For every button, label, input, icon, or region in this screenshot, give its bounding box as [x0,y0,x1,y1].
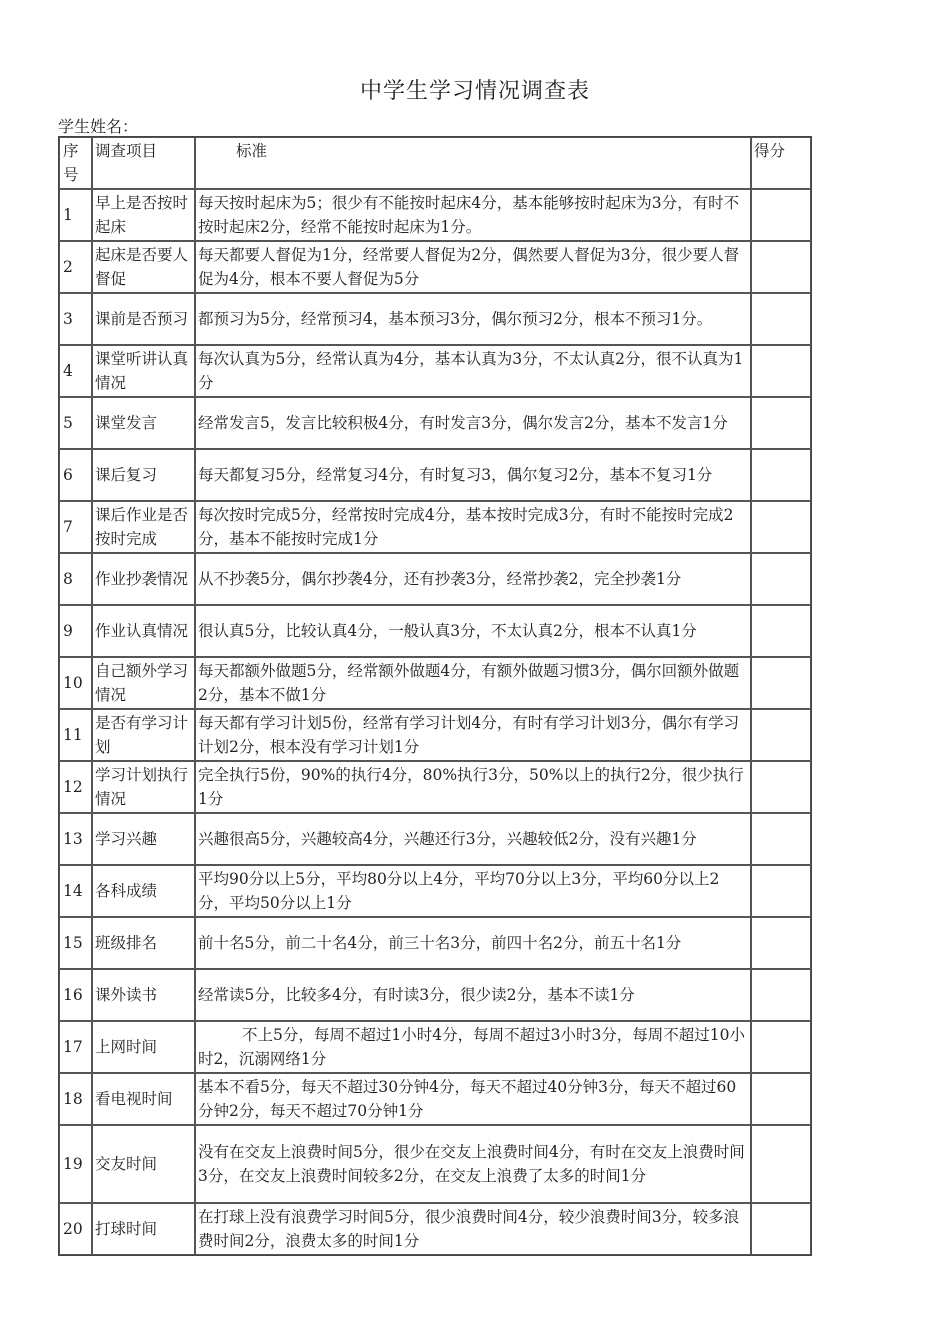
row-score[interactable] [751,449,811,501]
row-standard: 都预习为5分，经常预习4，基本预习3分，偶尔预习2分，根本不预习1分。 [195,293,751,345]
row-num: 17 [59,1021,92,1073]
row-standard: 从不抄袭5分，偶尔抄袭4分，还有抄袭3分，经常抄袭2，完全抄袭1分 [195,553,751,605]
row-num: 10 [59,657,92,709]
table-row [59,345,811,397]
row-item: 看电视时间 [92,1073,195,1125]
row-item: 课后作业是否按时完成 [92,501,195,553]
table-row [59,709,811,761]
row-score[interactable] [751,1203,811,1255]
row-item: 早上是否按时起床 [92,189,195,241]
row-item: 学习计划执行情况 [92,761,195,813]
row-standard: 经常读5分，比较多4分，有时读3分，很少读2分，基本不读1分 [195,969,751,1021]
header-item: 调查项目 [92,137,195,189]
row-item: 起床是否要人督促 [92,241,195,293]
row-num: 16 [59,969,92,1021]
row-item: 是否有学习计划 [92,709,195,761]
row-score[interactable] [751,605,811,657]
table-row [59,553,811,605]
table-row [59,605,811,657]
row-item: 课堂听讲认真情况 [92,345,195,397]
row-standard: 每次按时完成5分，经常按时完成4分，基本按时完成3分，有时不能按时完成2分，基本不能按时完成1分 [195,501,751,553]
row-standard: 平均90分以上5分，平均80分以上4分，平均70分以上3分，平均60分以上2分，平均50分以上1分 [195,865,751,917]
header-score: 得分 [751,137,811,189]
row-item: 上网时间 [92,1021,195,1073]
row-num: 4 [59,345,92,397]
row-num: 20 [59,1203,92,1255]
table-row [59,1021,811,1073]
row-score[interactable] [751,1125,811,1203]
row-score[interactable] [751,293,811,345]
row-num: 6 [59,449,92,501]
table-row [59,969,811,1021]
row-num: 18 [59,1073,92,1125]
row-num: 9 [59,605,92,657]
row-score[interactable] [751,761,811,813]
row-num: 11 [59,709,92,761]
row-standard: 很认真5分，比较认真4分，一般认真3分，不太认真2分，根本不认真1分 [195,605,751,657]
table-row [59,189,811,241]
row-num: 13 [59,813,92,865]
row-score[interactable] [751,1073,811,1125]
row-score[interactable] [751,813,811,865]
table-row [59,1203,811,1255]
row-standard: 每天都额外做题5分，经常额外做题4分，有额外做题习惯3分，偶尔回额外做题2分，基本不做1分 [195,657,751,709]
row-item: 课前是否预习 [92,293,195,345]
table-row [59,1125,811,1203]
row-standard: 在打球上没有浪费学习时间5分，很少浪费时间4分，较少浪费时间3分，较多浪费时间2分，浪费太多的时间1分 [195,1203,751,1255]
row-score[interactable] [751,865,811,917]
row-standard: 基本不看5分，每天不超过30分钟4分，每天不超过40分钟3分，每天不超过60分钟2分，每天不超过70分钟1分 [195,1073,751,1125]
row-item: 作业抄袭情况 [92,553,195,605]
table-row [59,761,811,813]
row-item: 交友时间 [92,1125,195,1203]
row-item: 课后复习 [92,449,195,501]
student-name-label: 学生姓名： [58,117,139,136]
row-item: 课外读书 [92,969,195,1021]
row-standard: 经常发言5，发言比较积极4分，有时发言3分，偶尔发言2分，基本不发言1分 [195,397,751,449]
page-title: 中学生学习情况调查表 [359,79,590,104]
row-num: 1 [59,189,92,241]
header-standard [195,137,751,189]
table-row [59,241,811,293]
row-num: 12 [59,761,92,813]
table-row [59,397,811,449]
row-score[interactable] [751,241,811,293]
row-item: 学习兴趣 [92,813,195,865]
row-score[interactable] [751,189,811,241]
table-row [59,813,811,865]
table-row [59,865,811,917]
table-row [59,1073,811,1125]
row-score[interactable] [751,553,811,605]
row-standard: 前十名5分，前二十名4分，前三十名3分，前四十名2分，前五十名1分 [195,917,751,969]
row-item: 班级排名 [92,917,195,969]
row-standard: 每天都有学习计划5份，经常有学习计划4分，有时有学习计划3分，偶尔有学习计划2分，根本没有学习计划1分 [195,709,751,761]
table-row [59,657,811,709]
row-item: 各科成绩 [92,865,195,917]
row-standard: 每天都复习5分，经常复习4分，有时复习3，偶尔复习2分，基本不复习1分 [195,449,751,501]
table-row [59,501,811,553]
header-num: 序号 [59,137,92,189]
row-num: 7 [59,501,92,553]
row-item: 自己额外学习情况 [92,657,195,709]
row-num: 8 [59,553,92,605]
row-score[interactable] [751,657,811,709]
row-score[interactable] [751,501,811,553]
row-num: 19 [59,1125,92,1203]
row-num: 5 [59,397,92,449]
row-num: 3 [59,293,92,345]
row-score[interactable] [751,1021,811,1073]
row-standard: 每次认真为5分，经常认真为4分，基本认真为3分，不太认真2分，很不认真为1分 [195,345,751,397]
row-standard: 完全执行5份，90%的执行4分，80%执行3分，50%以上的执行2分，很少执行1分 [195,761,751,813]
row-score[interactable] [751,345,811,397]
row-num: 15 [59,917,92,969]
row-num: 2 [59,241,92,293]
survey-table [58,136,812,1256]
row-item: 作业认真情况 [92,605,195,657]
table-row [59,917,811,969]
row-score[interactable] [751,709,811,761]
row-item: 打球时间 [92,1203,195,1255]
row-standard: 每天都要人督促为1分，经常要人督促为2分，偶然要人督促为3分，很少要人督促为4分，根本不要人督促为5分 [195,241,751,293]
row-standard: 每天按时起床为5；很少有不能按时起床4分，基本能够按时起床为3分，有时不按时起床2分，经常不能按时起床为1分。 [195,189,751,241]
table-row [59,449,811,501]
row-score[interactable] [751,969,811,1021]
row-standard: 不上5分，每周不超过1小时4分，每周不超过3小时3分，每周不超过10小时2，沉溺网络1分 [195,1021,751,1073]
table-row [59,293,811,345]
row-standard: 没有在交友上浪费时间5分，很少在交友上浪费时间4分，有时在交友上浪费时间3分，在交友上浪费时间较多2分，在交友上浪费了太多的时间1分 [195,1125,751,1203]
row-score[interactable] [751,917,811,969]
row-item: 课堂发言 [92,397,195,449]
row-score[interactable] [751,397,811,449]
row-standard: 兴趣很高5分，兴趣较高4分，兴趣还行3分，兴趣较低2分，没有兴趣1分 [195,813,751,865]
row-num: 14 [59,865,92,917]
header-standard-label: 标准 [236,142,268,160]
table-header-row [59,137,811,189]
